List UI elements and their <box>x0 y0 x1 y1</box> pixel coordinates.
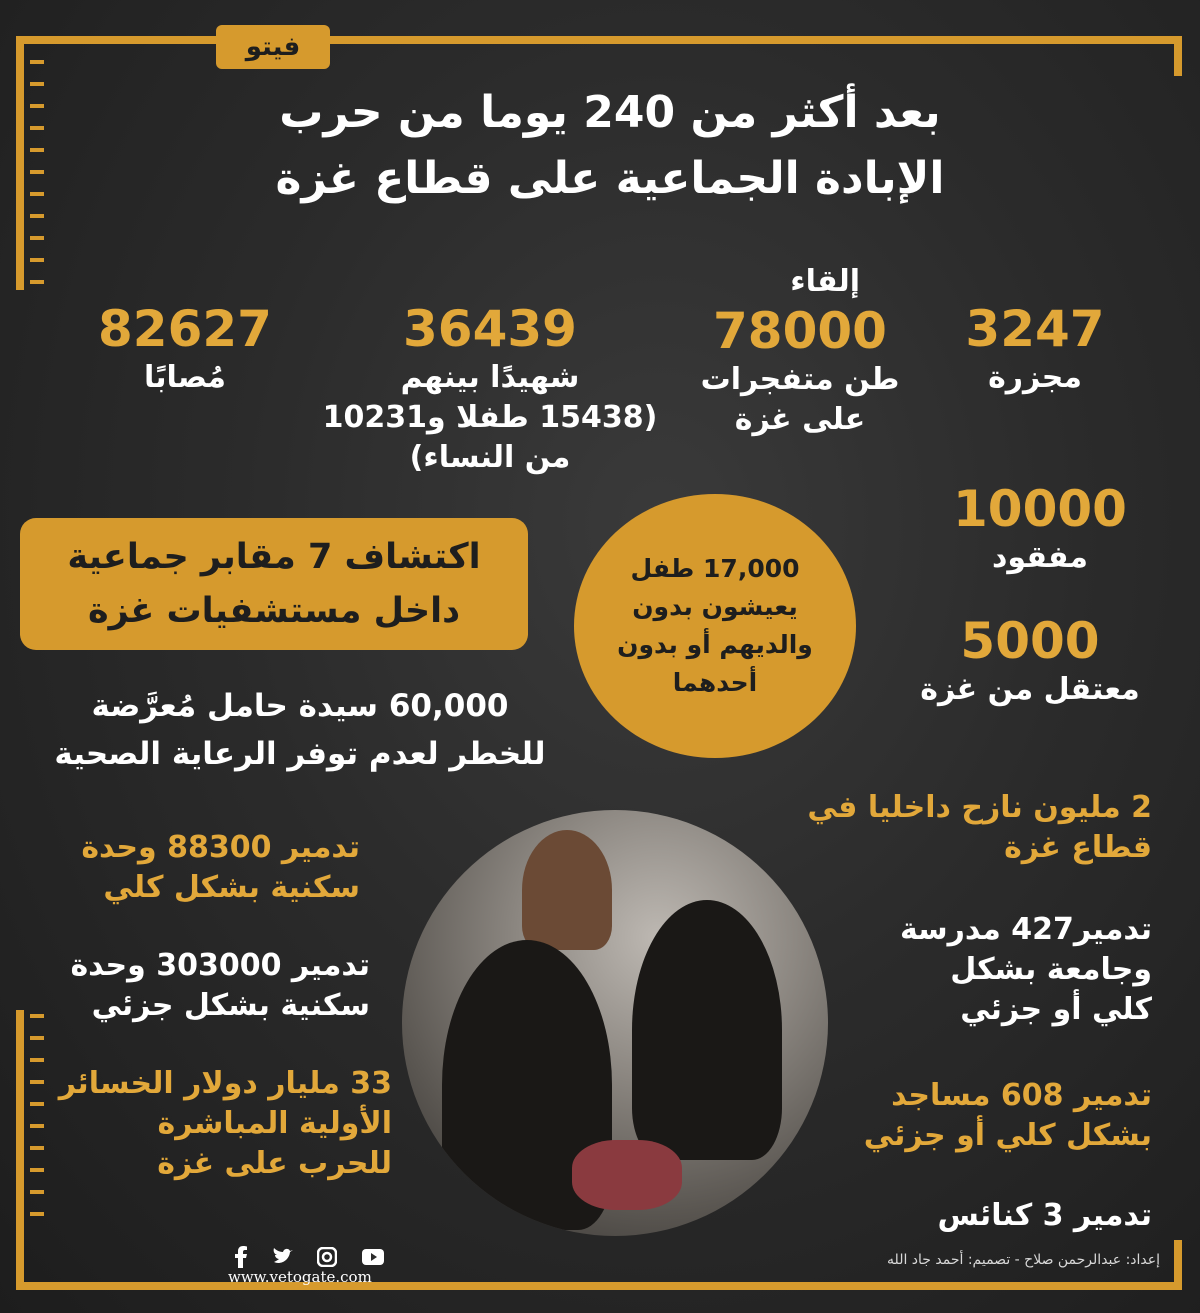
text-line-2: سكنية بشكل جزئي <box>91 988 370 1023</box>
stat-label: مُصابًا <box>144 360 226 395</box>
stat-number: 10000 <box>953 480 1127 538</box>
circle-line-2: يعيشون بدون <box>632 592 798 621</box>
text-line-1: 60,000 سيدة حامل مُعرَّضة <box>91 688 509 724</box>
stat-number: 78000 <box>713 302 887 360</box>
schools-text <box>820 910 1152 1030</box>
losses-text <box>40 1064 392 1184</box>
text-line-1: تدمير 303000 وحدة <box>70 948 370 983</box>
brand-logo: فيتو <box>216 25 330 69</box>
stat-label: معتقل من غزة <box>920 672 1140 707</box>
stat-injured <box>80 300 290 398</box>
stat-label-3: من النساء) <box>409 440 571 475</box>
mosques-text <box>800 1076 1152 1156</box>
stat-detained <box>900 612 1160 710</box>
website-url[interactable]: www.vetogate.com <box>228 1268 372 1286</box>
stat-label-2: (15438 طفلا و10231 <box>322 400 658 435</box>
stat-missing <box>930 480 1150 578</box>
box-line-1: اكتشاف 7 مقابر جماعية <box>67 537 481 577</box>
frame-left-bottom-bar <box>16 1010 24 1290</box>
twitter-icon[interactable] <box>272 1246 294 1268</box>
photo-figure-woman-right <box>632 900 782 1160</box>
stat-label: مفقود <box>992 540 1088 575</box>
title-line-2: الإبادة الجماعية على قطاع غزة <box>275 153 945 204</box>
circle-line-1: 17,000 طفل <box>630 554 800 583</box>
circle-line-4: أحدهما <box>672 668 758 697</box>
text-line-1: 33 مليار دولار الخسائر <box>58 1066 392 1101</box>
text-line-1: تدمير427 مدرسة <box>899 912 1152 947</box>
stat-number: 5000 <box>960 612 1100 670</box>
text-line-1: تدمير 88300 وحدة <box>81 830 360 865</box>
stat-number: 82627 <box>98 300 272 358</box>
credit-text: إعداد: عبدالرحمن صلاح - تصميم: أحمد جاد الله <box>887 1252 1160 1268</box>
frame-bottom-bar <box>16 1282 1182 1290</box>
housing-full-text <box>40 828 360 908</box>
page-title <box>200 80 1020 212</box>
text-line-2: بشكل كلي أو جزئي <box>863 1118 1152 1153</box>
stat-label: طن متفجرات <box>700 362 900 397</box>
stat-number: 3247 <box>965 300 1105 358</box>
frame-left-bar <box>16 36 24 290</box>
box-line-2: داخل مستشفيات غزة <box>87 591 461 631</box>
stat-label: مجزرة <box>988 360 1082 395</box>
pregnant-women-text <box>20 682 580 778</box>
text-line-1: تدمير 3 كنائس <box>937 1198 1152 1233</box>
circle-line-3: والديهم أو بدون <box>617 630 813 659</box>
housing-partial-text <box>40 946 370 1026</box>
frame-top-bar <box>16 36 1182 44</box>
text-line-1: 2 مليون نازح داخليا في <box>807 790 1152 825</box>
stat-label-2: على غزة <box>734 402 866 437</box>
photo-figure-seated <box>522 830 612 950</box>
children-circle <box>574 494 856 758</box>
text-line-1: تدمير 608 مساجد <box>891 1078 1152 1113</box>
photo-cloth <box>572 1140 682 1210</box>
text-line-2: وجامعة بشكل <box>950 952 1152 987</box>
stat-number: 36439 <box>403 300 577 358</box>
stat-top-label: إلقاء <box>790 264 860 299</box>
frame-ticks-top <box>24 60 44 300</box>
text-line-2: سكنية بشكل كلي <box>103 870 360 905</box>
stat-label: شهيدًا بينهم <box>400 360 580 395</box>
mass-graves-box <box>20 518 528 650</box>
stat-explosives <box>680 262 920 440</box>
displaced-text <box>760 788 1152 868</box>
stat-martyrs <box>300 300 680 478</box>
frame-right-bar <box>1174 36 1182 76</box>
facebook-icon[interactable] <box>230 1246 252 1268</box>
text-line-2: قطاع غزة <box>1004 830 1152 865</box>
youtube-icon[interactable] <box>362 1246 384 1268</box>
text-line-2: الأولية المباشرة <box>157 1106 392 1141</box>
text-line-3: للحرب على غزة <box>157 1146 392 1181</box>
frame-right-bottom-bar <box>1174 1240 1182 1290</box>
churches-text <box>860 1196 1152 1236</box>
text-line-3: كلي أو جزئي <box>960 992 1152 1027</box>
stat-massacres <box>950 300 1120 398</box>
text-line-2: للخطر لعدم توفر الرعاية الصحية <box>54 736 546 772</box>
instagram-icon[interactable] <box>316 1246 338 1268</box>
war-photo <box>402 810 828 1236</box>
title-line-1: بعد أكثر من 240 يوما من حرب <box>279 87 941 138</box>
